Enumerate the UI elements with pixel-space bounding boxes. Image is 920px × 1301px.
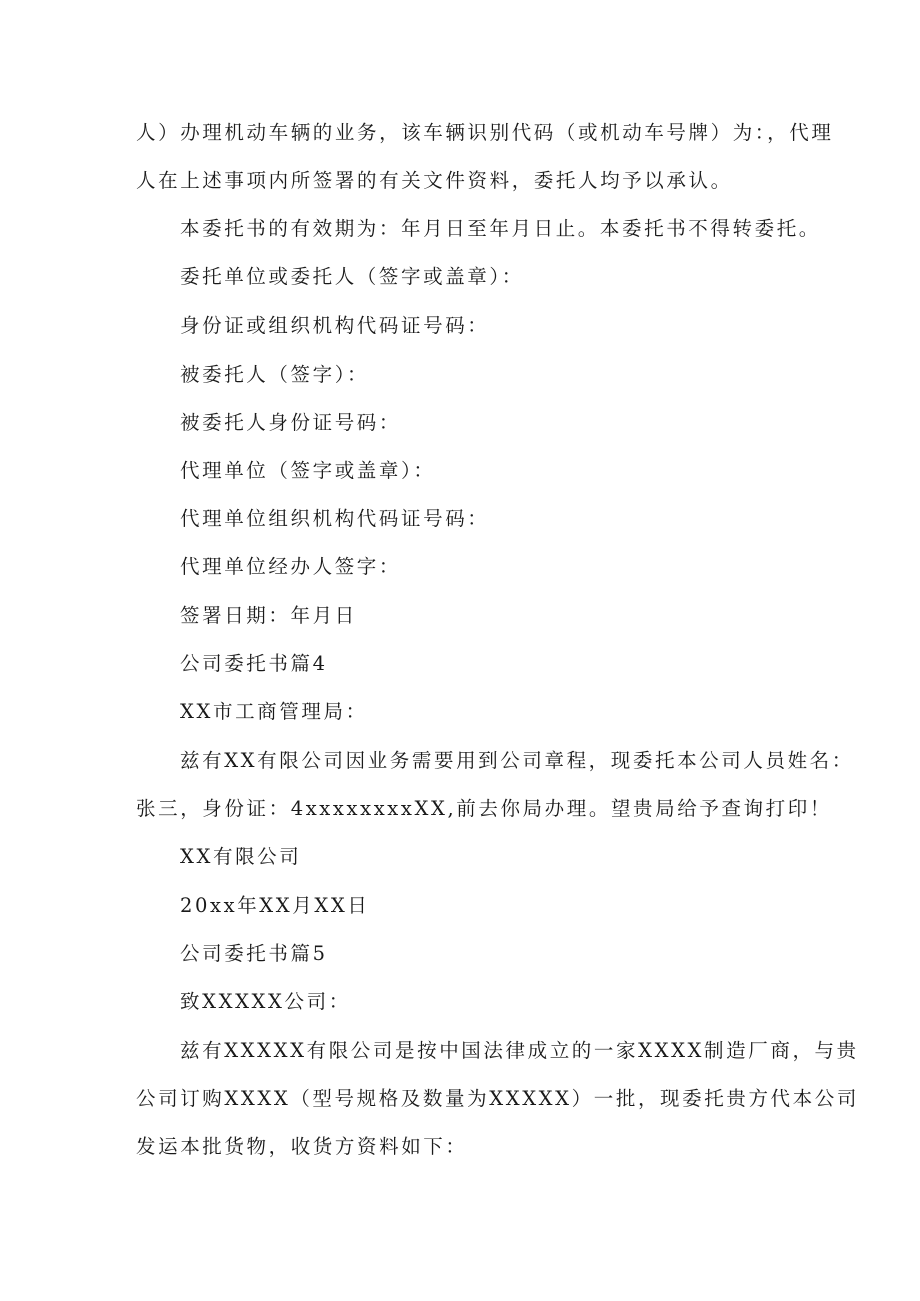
date-line: 20xx年XX月XX日 <box>180 894 370 917</box>
body-line-2: 张三，身份证：4xxxxxxxxXX,前去你局办理。望贵局给予查询打印！ <box>136 797 832 820</box>
agency-handler-line: 代理单位经办人签字： <box>180 555 402 578</box>
paragraph-line-2: 人在上述事项内所签署的有关文件资料，委托人均予以承认。 <box>136 169 733 192</box>
body-line-1: 兹有XX有限公司因业务需要用到公司章程，现委托本公司人员姓名： <box>180 749 854 772</box>
body-line-4: 公司订购XXXX（型号规格及数量为XXXXX）一批，现委托贵方代本公司 <box>136 1087 859 1110</box>
principal-signature-line: 委托单位或委托人（签字或盖章）： <box>180 265 524 288</box>
agency-code-line: 代理单位组织机构代码证号码： <box>180 507 490 530</box>
section-heading-5: 公司委托书篇5 <box>180 942 328 965</box>
section-heading-4: 公司委托书篇4 <box>180 652 328 675</box>
addressee-line-2: 致XXXXX公司： <box>180 990 351 1013</box>
body-line-5: 发运本批货物，收货方资料如下： <box>136 1135 468 1158</box>
company-signature: XX有限公司 <box>180 845 302 868</box>
body-line-3: 兹有XXXXX有限公司是按中国法律成立的一家XXXX制造厂商，与贵 <box>180 1039 859 1062</box>
agent-id-line: 被委托人身份证号码： <box>180 411 402 434</box>
sign-date-line: 签署日期：年月日 <box>180 604 357 627</box>
validity-line: 本委托书的有效期为：年月日至年月日止。本委托书不得转委托。 <box>180 217 821 240</box>
paragraph-line-1: 人）办理机动车辆的业务，该车辆识别代码（或机动车号牌）为：，代理 <box>136 121 834 144</box>
agency-signature-line: 代理单位（签字或盖章）： <box>180 459 436 482</box>
addressee-line: XX市工商管理局： <box>180 700 368 723</box>
id-number-line: 身份证或组织机构代码证号码： <box>180 314 490 337</box>
agent-signature-line: 被委托人（签字）： <box>180 363 370 386</box>
